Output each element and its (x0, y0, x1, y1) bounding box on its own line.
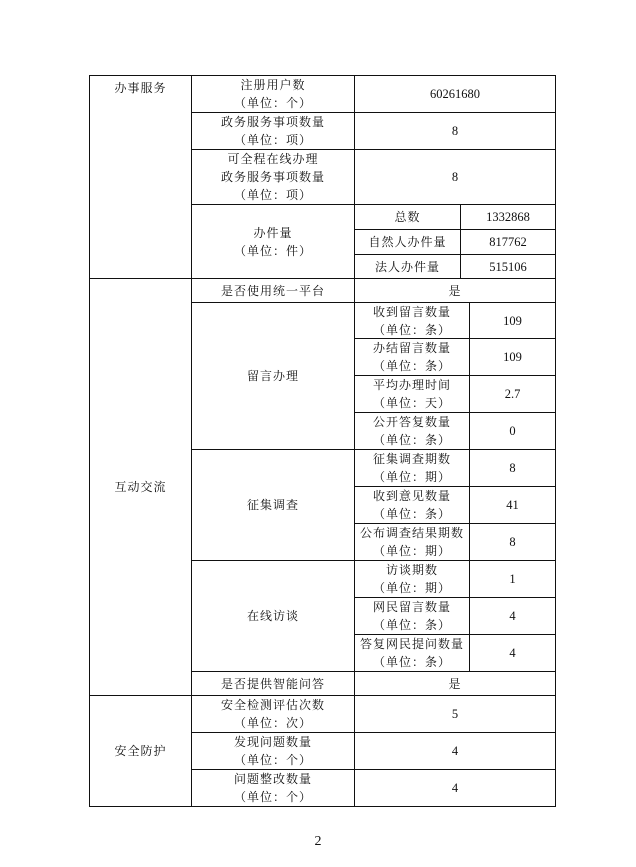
smart-qa-value: 是 (448, 676, 462, 691)
answered-questions-label: 答复网民提问数量 （单位：条） (359, 637, 464, 669)
unified-platform-label: 是否使用统一平台 (220, 283, 325, 298)
survey-label: 征集调查 (246, 498, 299, 512)
interview-label: 在线访谈 (246, 609, 299, 623)
public-replies-label: 公开答复数量 （单位：条） (372, 415, 451, 447)
messages-received-value: 109 (503, 313, 522, 328)
assessments-label: 安全检测评估次数 （单位：次） (220, 698, 325, 730)
opinions-label: 收到意见数量 （单位：条） (372, 489, 451, 521)
message-handling-label: 留言办理 (246, 369, 299, 383)
survey-periods-value: 8 (509, 461, 516, 475)
issues-found-value: 4 (451, 744, 459, 758)
issues-fixed-value: 4 (451, 781, 459, 795)
online-items-label: 可全程在线办理 政务服务事项数量 （单位：项） (220, 152, 325, 202)
unified-platform-value: 是 (448, 283, 462, 298)
avg-time-label: 平均办理时间 （单位：天） (372, 378, 451, 410)
opinions-value: 41 (506, 498, 519, 512)
category-office-service: 办事服务 (114, 81, 167, 95)
volume-total-label: 总数 (394, 210, 421, 224)
messages-completed-label: 办结留言数量 （单位：条） (372, 341, 451, 373)
netizen-messages-label: 网民留言数量 （单位：条） (372, 600, 451, 632)
online-items-value: 8 (451, 170, 459, 184)
legal-person-value: 515106 (489, 259, 527, 274)
issues-fixed-label: 问题整改数量 （单位：个） (233, 772, 312, 804)
category-security: 安全防护 (114, 744, 167, 758)
issues-found-label: 发现问题数量 （单位：个） (233, 735, 312, 767)
volume-total-value: 1332868 (486, 210, 530, 224)
natural-person-label: 自然人办件量 (368, 235, 447, 249)
registered-users-value: 60261680 (430, 87, 480, 101)
messages-received-label: 收到留言数量 （单位：条） (372, 304, 451, 337)
survey-periods-label: 征集调查期数 （单位：期） (372, 452, 451, 484)
registered-users-label: 注册用户数 （单位：个） (233, 78, 312, 110)
page-number: 2 (314, 834, 322, 849)
assessments-value: 5 (451, 707, 459, 721)
interview-periods-label: 访谈期数 （单位：期） (372, 563, 451, 595)
legal-person-label: 法人办件量 (374, 259, 440, 274)
messages-completed-value: 109 (503, 350, 522, 364)
survey-results-label: 公布调查结果期数 （单位：期） (359, 526, 464, 558)
natural-person-value: 817762 (489, 235, 527, 249)
service-items-label: 政务服务事项数量 （单位：项） (220, 115, 325, 147)
smart-qa-label: 是否提供智能问答 (220, 676, 325, 691)
public-replies-value: 0 (509, 424, 516, 438)
category-interaction: 互动交流 (114, 480, 167, 494)
avg-time-value: 2.7 (504, 387, 521, 401)
survey-results-value: 8 (509, 535, 516, 549)
answered-questions-value: 4 (509, 646, 516, 660)
interview-periods-value: 1 (509, 572, 516, 586)
service-items-value: 8 (451, 124, 459, 138)
netizen-messages-value: 4 (509, 609, 516, 623)
volume-label: 办件量 （单位：件） (233, 225, 312, 258)
